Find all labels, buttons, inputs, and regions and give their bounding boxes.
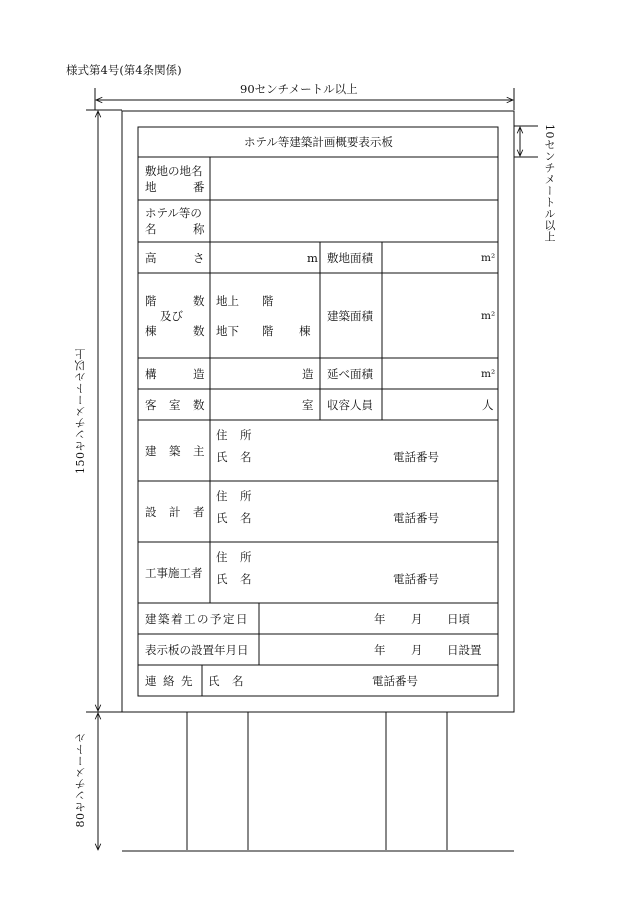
owner-phone-label: 電話番号 (393, 450, 439, 464)
designer-label-char3: 者 (193, 505, 205, 519)
start-date-day: 日頃 (447, 612, 470, 626)
owner-address-char1: 住 (216, 428, 228, 442)
board-date-label: 表示板の設置年月日 (145, 643, 249, 657)
designer-address-char1: 住 (216, 489, 228, 503)
width-dim-label: 90センチメートル以上 (240, 82, 358, 96)
rooms-label-char2: 室 (169, 398, 181, 412)
site-label-char2: 番 (193, 180, 205, 194)
owner-label-char3: 主 (193, 444, 205, 458)
contact-phone-label: 電話番号 (372, 674, 418, 688)
board-date-year: 年 (374, 643, 386, 657)
owner-address-char2: 所 (240, 428, 252, 442)
rooms-label-char1: 客 (145, 398, 157, 412)
designer-address-char2: 所 (240, 489, 252, 503)
designer-label-char2: 計 (169, 505, 181, 519)
owner-label-char1: 建 (145, 444, 157, 458)
board-title: ホテル等建築計画概要表示板 (244, 135, 393, 149)
structure-unit: 造 (302, 367, 314, 381)
height-dim-label: 150センチメートル以上 (74, 348, 87, 474)
floors-below-unit: 階 (262, 324, 274, 338)
height-label-char1: 高 (145, 251, 157, 265)
floors-above-label: 地上 (216, 294, 239, 308)
height-label-char2: さ (193, 251, 205, 265)
owner-label-char2: 築 (169, 444, 181, 458)
owner-name-char1: 氏 (216, 450, 228, 464)
capacity-label: 収容人員 (327, 398, 373, 412)
building-area-label: 建築面積 (327, 309, 373, 323)
floors-below-label: 地下 (216, 324, 239, 338)
contact-label-char2: 絡 (163, 674, 175, 688)
site-label-line1: 敷地の地名 (145, 164, 203, 178)
floors-label-char2: 数 (193, 294, 205, 308)
name-label-char1: 名 (145, 222, 157, 236)
total-floor-area-label: 延べ面積 (327, 367, 373, 381)
rooms-unit: 室 (302, 398, 314, 412)
form-label: 様式第4号(第4条関係) (66, 63, 182, 77)
contact-name-char2: 名 (232, 674, 244, 688)
start-date-year: 年 (374, 612, 386, 626)
site-area-label: 敷地面積 (327, 251, 373, 265)
total-floor-area-unit: m² (481, 368, 496, 380)
name-label-line1: ホテル等の (145, 206, 202, 220)
post-dim-label: 80センチメートル (74, 732, 87, 828)
contractor-label: 工事施工者 (145, 566, 203, 580)
board-date-day: 日設置 (447, 643, 482, 657)
contractor-phone-label: 電話番号 (393, 572, 439, 586)
start-date-label: 建築着工の予定日 (145, 612, 249, 626)
rooms-label-char3: 数 (193, 398, 205, 412)
floors-label-char1: 階 (145, 294, 157, 308)
site-label-char1: 地 (145, 180, 157, 194)
designer-name-char2: 名 (240, 511, 252, 525)
contractor-name-char2: 名 (240, 572, 252, 586)
site-area-unit: m² (481, 252, 496, 264)
name-label-char2: 称 (193, 222, 205, 236)
margin-dim-label: 10センチメートル以上 (543, 124, 556, 243)
contractor-name-char1: 氏 (216, 572, 228, 586)
contact-label-char3: 先 (181, 674, 193, 688)
capacity-unit: 人 (482, 398, 494, 412)
building-area-unit: m² (481, 310, 496, 322)
board-date-month: 月 (411, 643, 423, 657)
designer-name-char1: 氏 (216, 511, 228, 525)
structure-label-char2: 造 (193, 367, 205, 381)
contact-label-char1: 連 (145, 674, 157, 688)
buildings-label-char2: 数 (193, 324, 205, 338)
structure-label-char1: 構 (145, 367, 157, 381)
floors-label-mid: 及び (160, 309, 183, 323)
designer-label-char1: 設 (145, 505, 157, 519)
height-unit: m (307, 251, 318, 265)
buildings-label-char1: 棟 (145, 324, 157, 338)
buildings-unit: 棟 (299, 324, 311, 338)
contractor-address-char1: 住 (216, 550, 228, 564)
floors-above-unit: 階 (262, 294, 274, 308)
contractor-address-char2: 所 (240, 550, 252, 564)
designer-phone-label: 電話番号 (393, 511, 439, 525)
contact-name-char1: 氏 (208, 674, 220, 688)
owner-name-char2: 名 (240, 450, 252, 464)
start-date-month: 月 (411, 612, 423, 626)
